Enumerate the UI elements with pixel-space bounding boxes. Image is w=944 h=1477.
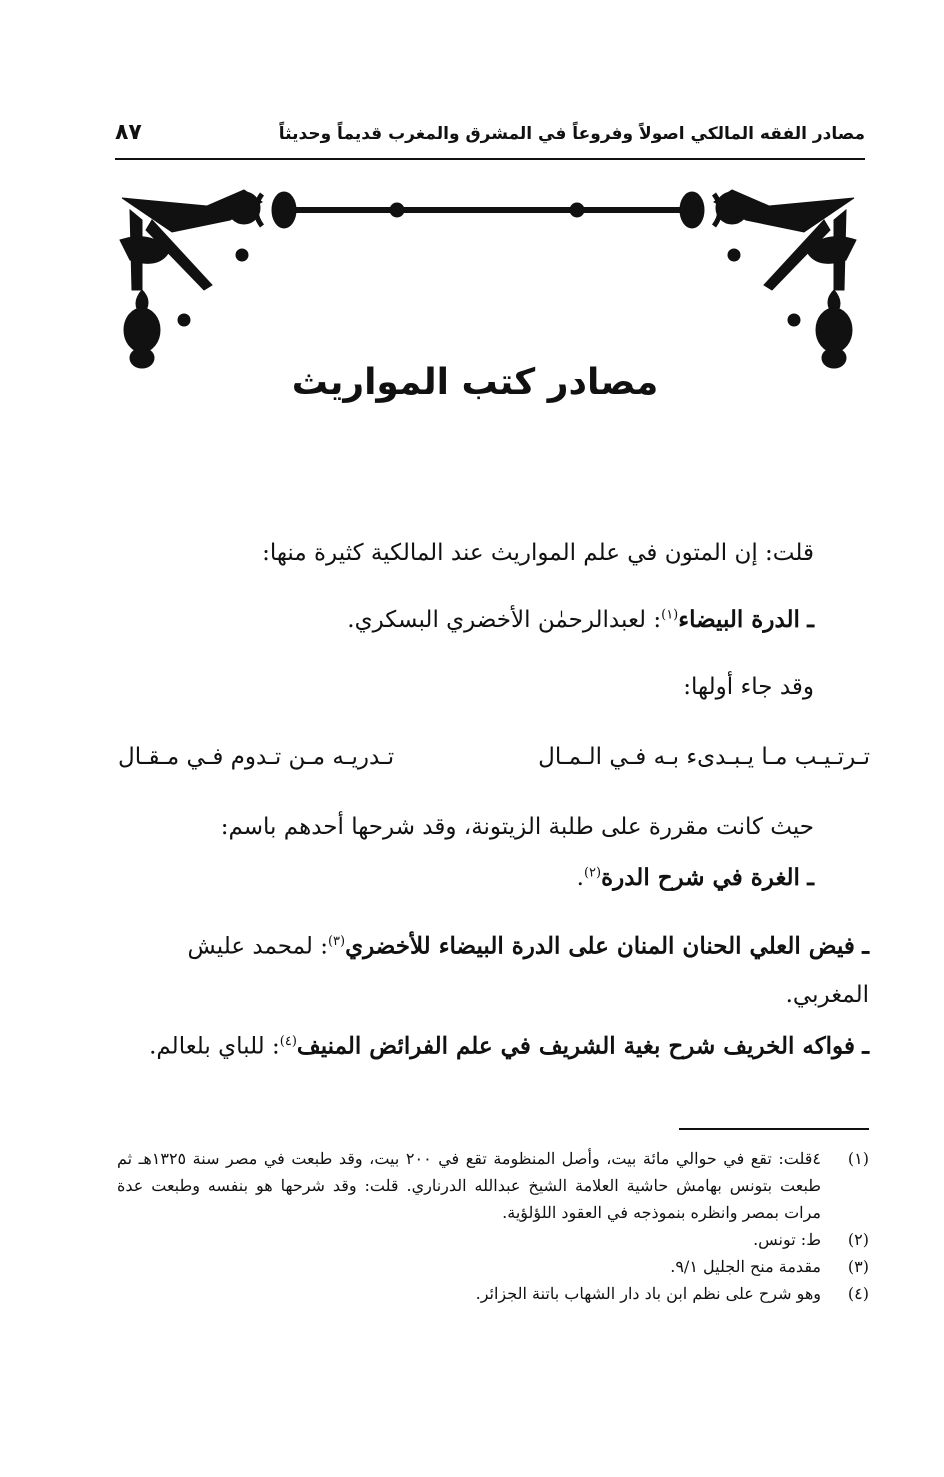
footnote-text: ط: تونس. <box>753 1230 821 1249</box>
list-bullet: ـ <box>862 932 869 960</box>
study-paragraph: حيث كانت مقررة على طلبة الزيتونة، وقد شرحها أحدهم باسم: <box>220 814 814 840</box>
footnote-number: (٤) <box>847 1284 869 1303</box>
list-item <box>577 864 814 891</box>
list-bullet: ـ <box>862 1032 869 1060</box>
list-item <box>119 918 869 1019</box>
list-item <box>347 606 814 633</box>
footnote <box>117 1280 869 1307</box>
verse-first-hemistich: تـرتـيـب مـا يـبـدىء بـه فـي الـمـال <box>538 744 870 770</box>
footnote-text: وهو شرح على نظم ابن باد دار الشهاب باتنة الجزائر. <box>475 1284 821 1303</box>
list-item <box>119 1018 869 1071</box>
chapter-ornament <box>112 180 864 380</box>
intro-paragraph: قلت: إن المتون في علم المواريث عند المالكية كثيرة منها: <box>262 540 814 566</box>
footnote-separator <box>679 1128 869 1130</box>
book-author: : للباي بلعالم. <box>149 1033 280 1060</box>
footnote <box>117 1253 869 1280</box>
running-title: مصادر الفقه المالكي اصولاً وفروعاً في المشرق والمغرب قديماً وحديثاً <box>278 124 865 144</box>
footnote-ref: (٢) <box>583 865 602 881</box>
page-number: ٨٧ <box>115 120 142 145</box>
verse-intro: وقد جاء أولها: <box>683 674 814 700</box>
book-title: فواكه الخريف شرح بغية الشريف في علم الفرائض المنيف <box>296 1032 855 1060</box>
book-author: : لعبدالرحمٰن الأخضري البسكري. <box>347 607 662 633</box>
footnote-ref: (١) <box>661 607 679 623</box>
book-title: الدرة البيضاء <box>678 606 800 633</box>
footnote-number: (٣) <box>847 1257 869 1276</box>
list-bullet: ـ <box>807 606 814 633</box>
footnote-ref: (٣) <box>327 934 346 949</box>
running-header <box>115 118 865 160</box>
footnote-ref: (٤) <box>279 1034 297 1049</box>
footnote-number: (٢) <box>847 1230 869 1249</box>
footnotes <box>117 1145 869 1307</box>
poem-verse <box>118 744 870 784</box>
book-title: فيض العلي الحنان المنان على الدرة البيضاء للأخضري <box>345 932 855 960</box>
footnote-text: مقدمة منح الجليل ٩/١. <box>670 1257 821 1276</box>
verse-second-hemistich: تـدريـه مـن تـدوم فـي مـقـال <box>118 744 395 770</box>
list-bullet: ـ <box>807 864 814 891</box>
footnote <box>117 1226 869 1253</box>
footnote <box>117 1145 869 1226</box>
book-title: الغرة في شرح الدرة <box>601 864 800 891</box>
footnote-number: (١) <box>847 1149 869 1168</box>
footnote-text: ٤قلت: تقع في حوالي مائة بيت، وأصل المنظومة تقع في ٢٠٠ بيت، وقد طبعت في مصر سنة ١٣٢٥هـ ثم طبعت بتونس بهامش حاشية العلامة الشيخ عبدالله الدرناري. قلت: وقد شرحها هو بنفسه وطبعت عدة مرات بمصر وانظره بنموذجه في العقود اللؤلؤية. <box>117 1149 822 1222</box>
list-item-rest: . <box>576 865 584 891</box>
chapter-title: مصادر كتب المواريث <box>291 362 659 403</box>
book-author: : لمحمد عليش المغربي. <box>187 933 869 1008</box>
